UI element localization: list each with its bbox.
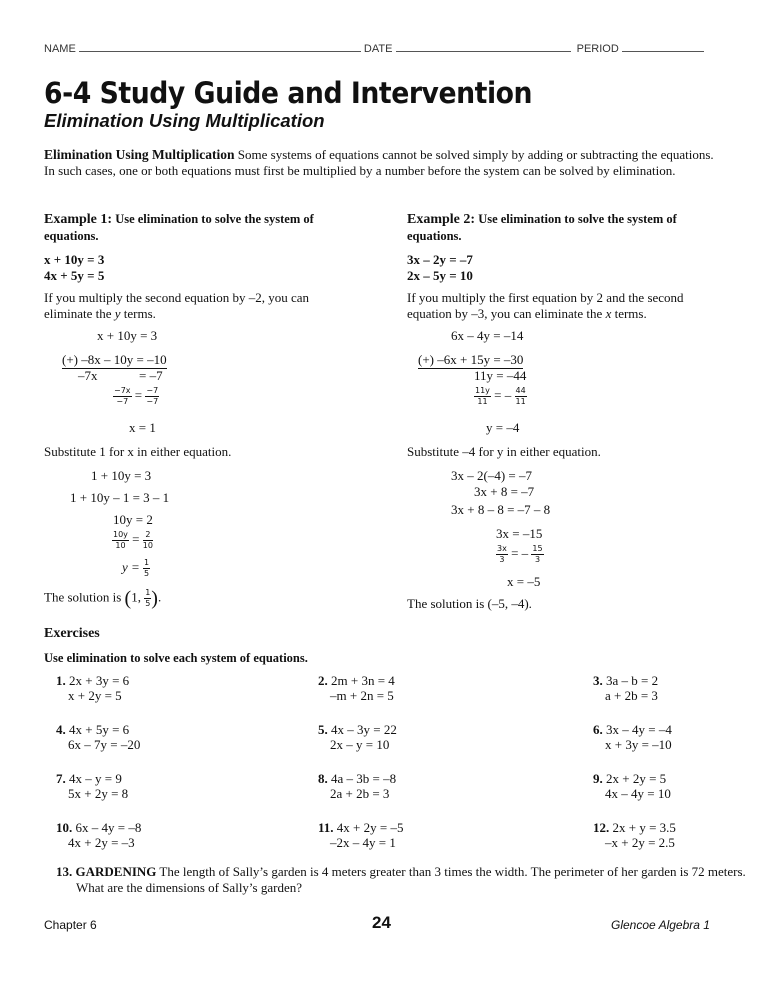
- exercise-item: [318, 673, 395, 703]
- exercise-item: [318, 820, 403, 850]
- example-1-step2: (+) –8x – 10y = –10: [62, 352, 167, 367]
- exercise-eq2: –2x – 4y = 1: [330, 835, 396, 850]
- example-2-eq2: 2x – 5y = 10: [407, 268, 473, 283]
- exercise-eq1: 2x + y = 3.5: [612, 820, 676, 835]
- exercise-number: 7.: [56, 771, 66, 786]
- exercise-item: [56, 820, 141, 850]
- exercise-eq2: x + 2y = 5: [68, 688, 122, 703]
- name-label: NAME: [44, 43, 76, 55]
- exercise-item: [56, 673, 129, 703]
- example-2-system: [407, 252, 473, 284]
- exercise-eq2: –x + 2y = 2.5: [605, 835, 675, 850]
- example-1-step3-right: = –7: [139, 368, 163, 383]
- example-2-sub3: 3x + 8 – 8 = –7 – 8: [451, 502, 551, 517]
- example-1-system: [44, 252, 104, 284]
- exercise-eq1: 4a – 3b = –8: [331, 771, 397, 786]
- exercise-eq1: 4x + 2y = –5: [336, 820, 404, 835]
- exercise-item: [318, 771, 396, 801]
- example-1-result-y: y = $\frac{1}{5}$: [122, 558, 150, 578]
- example-1-step1: x + 10y = 3: [97, 328, 158, 343]
- exercise-number: 5.: [318, 722, 328, 737]
- exercise-eq1: 3x – 4y = –4: [606, 722, 672, 737]
- example-2-result-x: x = –5: [507, 574, 541, 589]
- example-1-explanation: If you multiply the second equation by –2, you can eliminate the y terms.: [44, 290, 310, 321]
- example-1-eq2: 4x + 5y = 5: [44, 268, 105, 283]
- intro-text: Some systems of equations cannot be solved simply by adding or subtracting the equations. In such cases, one or both equations must first be multiplied by a number before the system can be solved by elimination.: [44, 147, 714, 178]
- example-2-substitute: Substitute –4 for y in either equation.: [407, 444, 601, 459]
- date-label: DATE: [363, 43, 393, 55]
- example-1-result-x: x = 1: [129, 420, 156, 435]
- exercise-item: [318, 722, 397, 752]
- exercise-eq2: 6x – 7y = –20: [68, 737, 141, 752]
- exercise-eq2: 4x – 4y = 10: [605, 786, 671, 801]
- name-field[interactable]: [79, 42, 361, 52]
- footer-page-number: 24: [372, 913, 391, 932]
- exercises-instructions: Use elimination to solve each system of equations.: [44, 651, 308, 665]
- page-subtitle: Elimination Using Multiplication: [44, 110, 325, 131]
- exercise-number: 6.: [593, 722, 603, 737]
- exercise-item: [593, 673, 658, 703]
- exercise-number: 1.: [56, 673, 66, 688]
- exercise-eq1: 2m + 3n = 4: [331, 673, 395, 688]
- exercise-eq2: –m + 2n = 5: [330, 688, 394, 703]
- exercise-eq2: 2x – y = 10: [330, 737, 390, 752]
- example-2-explanation: If you multiply the first equation by 2 and the second equation by –3, you can eliminate the x terms.: [407, 290, 684, 321]
- page-title: 6-4 Study Guide and Intervention: [44, 76, 533, 110]
- exercise-item: [56, 771, 128, 801]
- exercise-eq1: 4x + 5y = 6: [69, 722, 130, 737]
- example-1: [44, 211, 364, 244]
- exercise-number: 3.: [593, 673, 603, 688]
- exercise-eq1: 2x + 2y = 5: [606, 771, 667, 786]
- exercise-number: 8.: [318, 771, 328, 786]
- example-2-result-y: y = –4: [486, 420, 520, 435]
- exercise-eq2: x + 3y = –10: [605, 737, 672, 752]
- exercise-item: [593, 722, 672, 752]
- example-2-division: $\frac{11y}{11}$ = – $\frac{44}{11}$: [475, 386, 526, 406]
- exercise-number: 9.: [593, 771, 603, 786]
- exercise-eq2: 4x + 2y = –3: [68, 835, 135, 850]
- exercise-13: 13. GARDENING The length of Sally’s garden is 4 meters greater than 3 times the width. The perimeter of her garden is 72 meters. What are the dimensions of Sally’s garden?: [56, 864, 746, 895]
- example-2-solution: The solution is (–5, –4).: [407, 596, 532, 611]
- example-1-solution: The solution is (1, $\frac{1}{5}$ ).: [44, 587, 162, 610]
- example-1-title: Example 1: Use elimination to solve the system of equations.: [44, 212, 314, 243]
- example-1-sub1: 1 + 10y = 3: [91, 468, 152, 483]
- example-2-sub1: 3x – 2(–4) = –7: [451, 468, 532, 483]
- exercise-number: 12.: [593, 820, 610, 835]
- period-label: PERIOD: [576, 43, 619, 55]
- example-2-sub2: 3x + 8 = –7: [474, 484, 535, 499]
- exercise-number: 2.: [318, 673, 328, 688]
- exercise-eq2: 5x + 2y = 8: [68, 786, 129, 801]
- example-2: [407, 211, 727, 244]
- example-2-title: Example 2: Use elimination to solve the system of equations.: [407, 212, 677, 243]
- exercise-number: 4.: [56, 722, 66, 737]
- exercise-number: 10.: [56, 820, 73, 835]
- example-2-step2: (+) –6x + 15y = –30: [418, 352, 524, 367]
- example-1-substitute: Substitute 1 for x in either equation.: [44, 444, 232, 459]
- intro-paragraph: [44, 147, 724, 179]
- exercise-number: 11.: [318, 820, 334, 835]
- intro-heading: Elimination Using Multiplication: [44, 147, 235, 162]
- example-1-division: $\frac{-7x}{-7}$ = $\frac{-7}{-7}$: [114, 386, 159, 406]
- footer-chapter: Chapter 6: [44, 918, 97, 932]
- exercise-eq1: 2x + 3y = 6: [69, 673, 130, 688]
- student-info-header: [44, 42, 704, 55]
- exercises-heading: Exercises: [44, 626, 100, 641]
- example-2-division-2: $\frac{3x}{3}$ = – $\frac{15}{3}$: [497, 544, 543, 564]
- exercise-item: [593, 820, 676, 850]
- example-2-eq1: 3x – 2y = –7: [407, 252, 473, 267]
- example-2-sub4: 3x = –15: [496, 526, 543, 541]
- exercise-eq2: a + 2b = 3: [605, 688, 658, 703]
- exercise-item: [56, 722, 140, 752]
- example-1-division-2: $\frac{10y}{10}$ = $\frac{2}{10}$: [113, 530, 153, 550]
- example-1-eq1: x + 10y = 3: [44, 252, 105, 267]
- example-1-step3-left: –7x: [78, 368, 98, 383]
- exercise-eq1: 3a – b = 2: [606, 673, 659, 688]
- date-field[interactable]: [396, 42, 571, 52]
- example-1-sub2: 1 + 10y – 1 = 3 – 1: [70, 490, 170, 505]
- exercise-eq2: 2a + 2b = 3: [330, 786, 390, 801]
- exercise-item: [593, 771, 671, 801]
- exercise-eq1: 6x – 4y = –8: [75, 820, 142, 835]
- exercise-eq1: 4x – y = 9: [69, 771, 122, 786]
- example-2-step1: 6x – 4y = –14: [451, 328, 524, 343]
- example-1-sub3: 10y = 2: [113, 512, 153, 527]
- example-2-step3: 11y = –44: [474, 368, 527, 383]
- footer-book: Glencoe Algebra 1: [611, 918, 710, 932]
- exercise-eq1: 4x – 3y = 22: [331, 722, 397, 737]
- period-field[interactable]: [622, 42, 704, 52]
